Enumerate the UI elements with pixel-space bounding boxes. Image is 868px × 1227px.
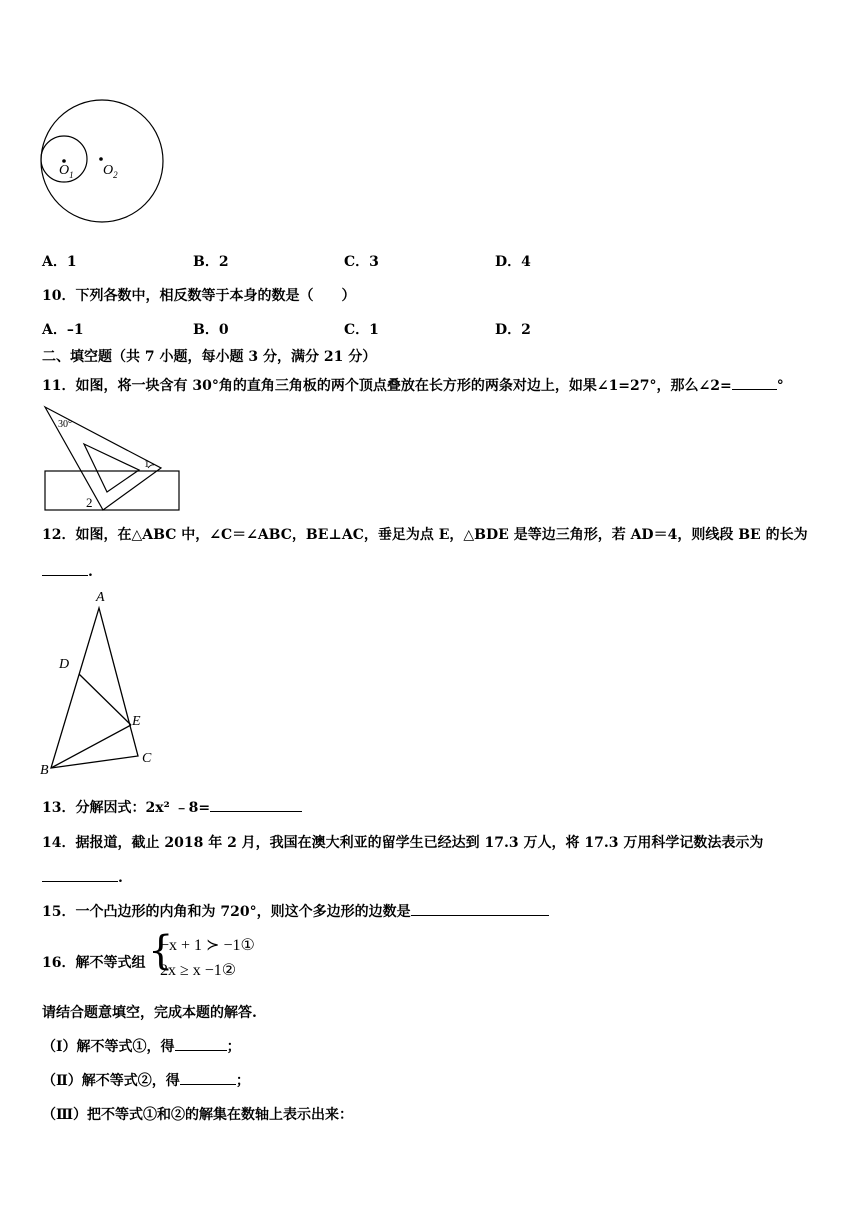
label-o1: $O_1$	[59, 163, 74, 180]
triangle-abc-figure	[42, 594, 157, 784]
q16-step-1: （Ⅰ）解不等式①，得 ；	[42, 1036, 241, 1056]
segment-be	[51, 725, 131, 768]
q10-question: 10．下列各数中，相反数等于本身的数是（ ）	[42, 288, 356, 304]
q14-question: 14．据报道，截止 2018 年 2 月，我国在澳大利亚的留学生已经达到 17.3 万人，将 17.3 万用科学记数法表示为	[42, 835, 764, 851]
label-c: C	[142, 751, 152, 766]
q13-question: 13．分解因式：2x² ﹣8=	[42, 797, 302, 817]
step-2-answer-blank[interactable]	[180, 1070, 236, 1085]
q12-answer-line: .	[42, 561, 93, 580]
label-o2: $O_2$	[103, 163, 118, 180]
center-o2-dot	[99, 157, 103, 161]
q16-instruction: 请结合题意填空，完成本题的解答.	[42, 1005, 257, 1021]
q9-choice-d: D．4	[495, 254, 531, 270]
section-heading: 二、填空题（共 7 小题，每小题 3 分，满分 21 分）	[42, 349, 377, 365]
q13-answer-blank[interactable]	[210, 797, 302, 812]
triangle-inner	[84, 444, 139, 492]
inequality-2: 2x ≥ x −1②	[160, 962, 237, 979]
q10-choice-b: B．0	[193, 322, 229, 338]
q12-question: 12．如图，在△ABC 中，∠C＝∠ABC，BE⊥AC，垂足为点 E，△BDE 是等边三角形，若 AD＝4，则线段 BE 的长为	[42, 527, 808, 543]
q10-choice-c: C．1	[344, 322, 379, 338]
label-b: B	[40, 763, 49, 778]
label-e: E	[132, 714, 141, 729]
q14-answer-blank[interactable]	[42, 867, 118, 882]
q12-answer-blank[interactable]	[42, 561, 88, 576]
label-angle-1: 1	[144, 458, 150, 470]
q16-question: 16．解不等式组	[42, 955, 146, 971]
q9-choice-c: C．3	[344, 254, 379, 270]
label-angle-2: 2	[86, 495, 93, 510]
q15-question: 15．一个凸边形的内角和为 720°，则这个多边形的边数是	[42, 901, 549, 921]
q11-answer-blank[interactable]	[732, 375, 777, 390]
q15-answer-blank[interactable]	[411, 901, 549, 916]
q10-choice-d: D．2	[495, 322, 531, 338]
label-a: A	[96, 590, 105, 605]
outer-circle	[41, 100, 163, 222]
q16-step-3: （Ⅲ）把不等式①和②的解集在数轴上表示出来：	[42, 1107, 354, 1123]
label-angle-30: 30°	[58, 419, 72, 430]
step-1-answer-blank[interactable]	[175, 1036, 227, 1051]
inequality-1: −x + 1 ≻ −1①	[160, 937, 255, 954]
q14-answer-line: .	[42, 867, 123, 886]
label-d: D	[59, 657, 70, 672]
q9-choice-b: B．2	[193, 254, 229, 270]
q10-choice-a: A．–1	[42, 322, 84, 338]
q11-question: 11．如图，将一块含有 30°角的直角三角板的两个顶点叠放在长方形的两条对边上，如果∠1=27°，那么∠2= °	[42, 375, 784, 395]
system-brace: {	[148, 928, 174, 974]
q16-step-2: （Ⅱ）解不等式②，得 ；	[42, 1070, 250, 1090]
q9-choice-a: A．1	[42, 254, 77, 270]
